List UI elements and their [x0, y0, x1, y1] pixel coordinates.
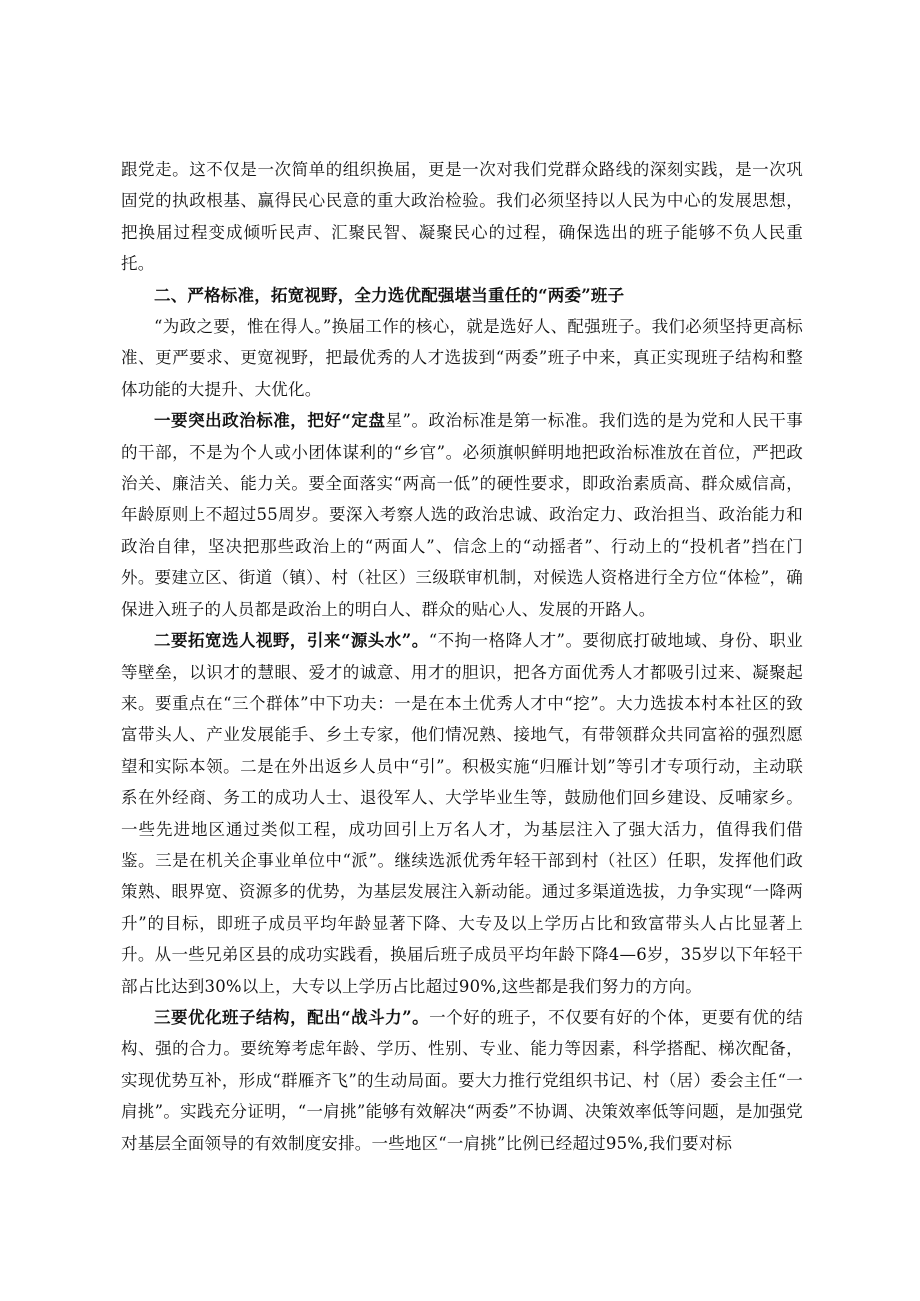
paragraph-point-1: [121, 405, 803, 625]
paragraph-intro: 跟党走。这不仅是一次简单的组织换届，更是一次对我们党群众路线的深刻实践，是一次巩固党的执政根基、赢得民心民意的重大政治检验。我们必须坚持以人民为中心的发展思想，把换届过程变成倾听民声、汇聚民智、凝聚民心的过程，确保选出的班子能够不负人民重托。: [121, 160, 803, 274]
document-body: [121, 154, 803, 1159]
paragraph-point-2: [121, 625, 803, 1002]
point-2-body: “不拘一格降人才”。要彻底打破地域、身份、职业等壁垒，以识才的慧眼、爱才的诚意、用才的胆识，把各方面优秀人才都吸引过来、凝聚起来。要重点在“三个群体”中下功夫：一是在本土优秀人才中“挖”。大力选拔本村本社区的致富带头人、产业发展能手、乡土专家，他们情况熟、接地气，有带领群众共同富裕的强烈愿望和实际本领。二是在外出返乡人员中“引”。积极实施“归雁计划”等引才专项行动，主动联系在外经商、务工的成功人士、退役军人、大学毕业生等，鼓励他们回乡建设、反哺家乡。一些先进地区通过类似工程，成功回引上万名人才，为基层注入了强大活力，值得我们借鉴。三是在机关企事业单位中“派”。继续选派优秀年轻干部到村（社区）任职，发挥他们政策熟、眼界宽、资源多的优势，为基层发展注入新动能。通过多渠道选拔，力争实现“一降两升”的目标，即班子成员平均年龄显著下降、大专及以上学历占比和致富带头人占比显著上升。从一些兄弟区县的成功实践看，换届后班子成员平均年龄下降4—6岁，35岁以下年轻干部占比达到30%以上，大专以上学历占比超过90%,这些都是我们努力的方向。: [121, 631, 803, 996]
paragraph-section-intro: “为政之要，惟在得人。”换届工作的核心，就是选好人、配强班子。我们必须坚持更高标准、更严要求、更宽视野，把最优秀的人才选拔到“两委”班子中来，真正实现班子结构和整体功能的大提升、大优化。: [121, 317, 803, 399]
point-3-body: 一个好的班子，不仅要有好的个体，更要有优的结构、强的合力。要统筹考虑年龄、学历、性别、专业、能力等因素，科学搭配、梯次配备，实现优势互补，形成“群雁齐飞”的生动局面。要大力推行党组织书记、村（居）委会主任“一肩挑”。实践充分证明，“一肩挑”能够有效解决“两委”不协调、决策效率低等问题，是加强党对基层全面领导的有效制度安排。一些地区“一肩挑”比例已经超过95%,我们要对标: [121, 1007, 803, 1153]
point-1-lead-tail: 星”。: [385, 411, 429, 431]
paragraph-point-3: [121, 1002, 803, 1159]
section-heading: 二、严格标准，拓宽视野，全力选优配强堪当重任的“两委”班子: [154, 285, 625, 305]
point-3-lead: 三要优化班子结构，配出“战斗力”。: [154, 1007, 430, 1027]
point-1-lead: 一要突出政治标准，把好“定盘: [154, 411, 386, 431]
point-1-body: 政治标准是第一标准。我们选的是为党和人民干事的干部，不是为个人或小团体谋利的“乡官”。必须旗帜鲜明地把政治标准放在首位，严把政治关、廉洁关、能力关。要全面落实“两高一低”的硬性要求，即政治素质高、群众威信高，年龄原则上不超过55周岁。要深入考察人选的政治忠诚、政治定力、政治担当、政治能力和政治自律，坚决把那些政治上的“两面人”、信念上的“动摇者”、行动上的“投机者”挡在门外。要建立区、街道（镇）、村（社区）三级联审机制，对候选人资格进行全方位“体检”，确保进入班子的人员都是政治上的明白人、群众的贴心人、发展的开路人。: [121, 411, 803, 619]
point-2-lead: 二要拓宽选人视野，引来“源头水”。: [154, 631, 429, 651]
